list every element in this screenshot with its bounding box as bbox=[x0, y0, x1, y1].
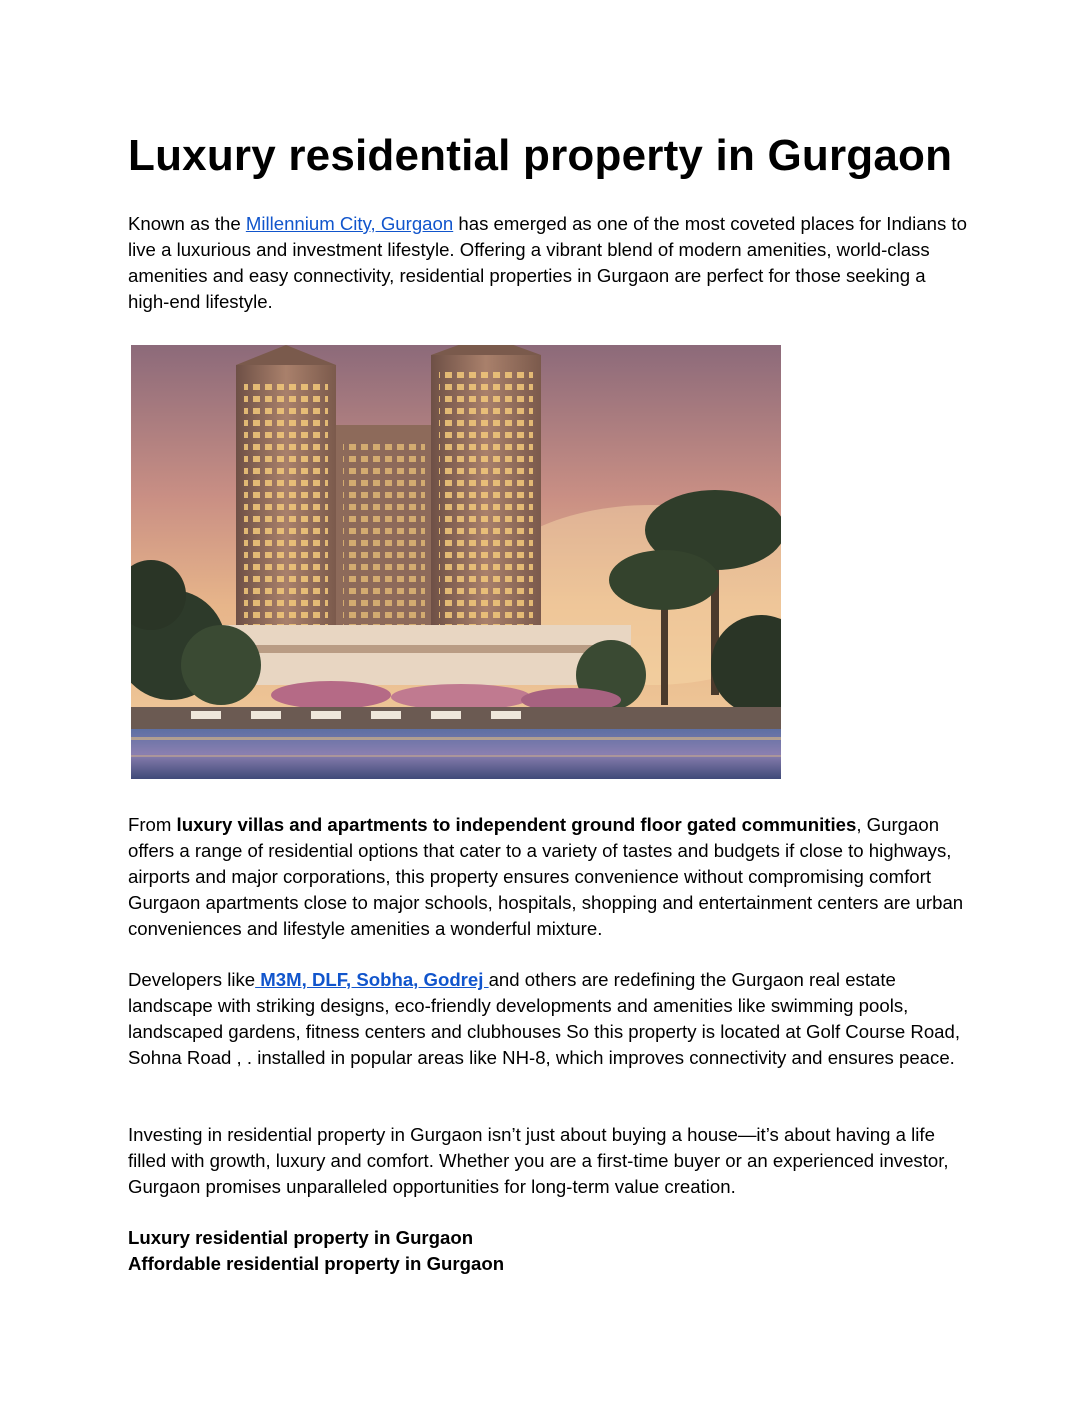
developers-paragraph bbox=[128, 967, 968, 1071]
intro-paragraph bbox=[128, 211, 968, 315]
options-text-end: , Gurgaon offers a range of residential options that cater to a variety of tastes and budgets if close to highways, airports and major corporations, this property ensures convenience without compromising comfort Gurgaon apartments close to major schools, hospitals, shopping and entertainment centers are urban conveniences and lifestyle amenities a wonderful mixture. bbox=[128, 814, 964, 939]
developers-link[interactable]: M3M, DLF, Sobha, Godrej bbox=[255, 969, 489, 990]
intro-text-start: Known as the bbox=[128, 213, 246, 234]
investing-paragraph: Investing in residential property in Gurgaon isn’t just about buying a house—it’s about having a life filled with growth, luxury and comfort. Whether you are a first-time buyer or an experienced investor, Gurgaon promises unparalleled opportunities for long-term value creation. bbox=[128, 1124, 949, 1197]
options-text-start: From bbox=[128, 814, 177, 835]
millennium-city-link[interactable]: Millennium City, Gurgaon bbox=[245, 213, 454, 234]
developers-text-end: and others are redefining the Gurgaon real estate landscape with striking designs, eco-friendly developments and amenities like swimming pools, landscaped gardens, fitness centers and clubhouses So this property is located at Golf Course Road, Sohna Road , . installed in popular areas like NH-8, which improves connectivity and ensures peace. bbox=[128, 969, 961, 1068]
developers-text-start: Developers like bbox=[128, 969, 256, 990]
options-bold-phrase: luxury villas and apartments to independent ground floor gated communities bbox=[176, 814, 857, 835]
bold-line-affordable: Affordable residential property in Gurgaon bbox=[128, 1252, 505, 1274]
bold-line-luxury: Luxury residential property in Gurgaon bbox=[128, 1227, 474, 1248]
bold-lines bbox=[128, 1225, 968, 1277]
options-paragraph bbox=[128, 812, 968, 942]
intro-text-end: has emerged as one of the most coveted places for Indians to live a luxurious and investment lifestyle. Offering a vibrant blend of modern amenities, world-class amenities and easy connectivity, residential properties in Gurgaon are perfect for those seeking a high-end lifestyle. bbox=[128, 213, 967, 312]
page-title: Luxury residential property in Gurgaon bbox=[128, 131, 953, 180]
hero-building-image bbox=[131, 345, 781, 779]
